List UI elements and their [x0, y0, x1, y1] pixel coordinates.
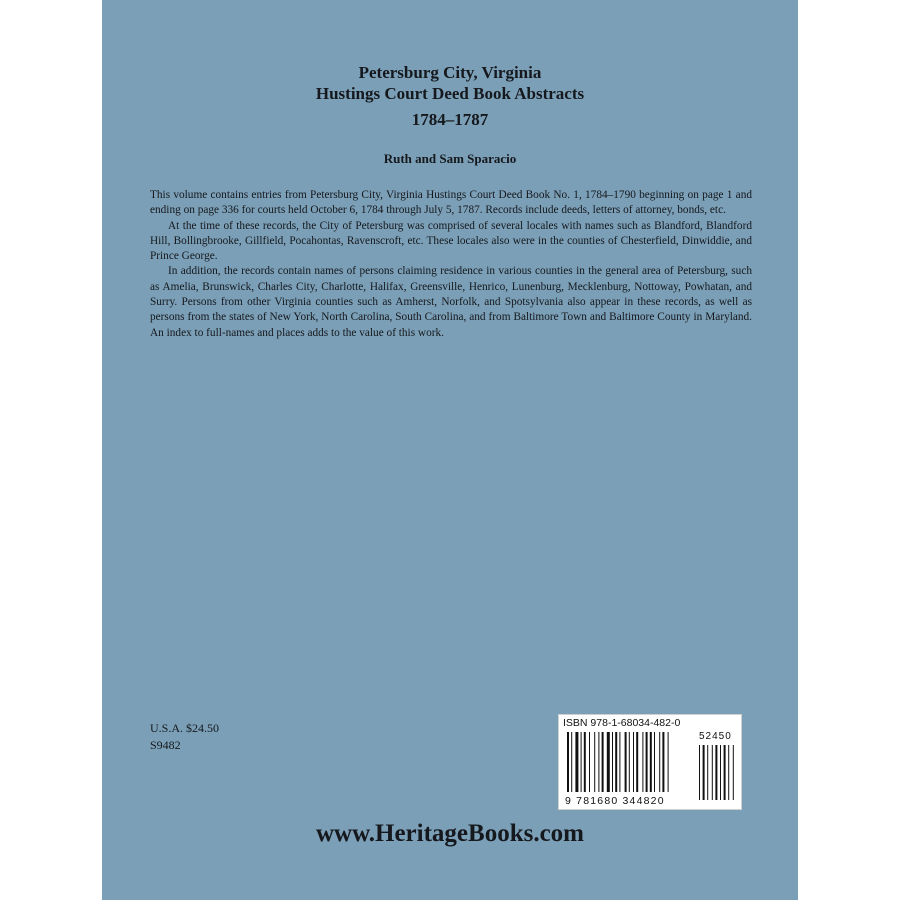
price-block	[150, 720, 219, 754]
title-line-2: Hustings Court Deed Book Abstracts	[315, 84, 585, 103]
addon-digits: 52450	[699, 731, 732, 742]
title-line-1: Petersburg City, Virginia	[358, 63, 542, 82]
description-paragraph-3: In addition, the records contain names of persons claiming residence in various counties in the general area of Petersburg, such as Amelia, Brunswick, Charles City, Charlotte, Halifax, Greensville, Henrico, Lunenburg, Mecklenburg, Nottoway, Powhatan, and Surry. Persons from other Virginia counties such as Amherst, Norfolk, and Spotsylvania also appear in these records, as well as persons from the states of New York, North Carolina, South Carolina, and from Baltimore Town and Baltimore County in Maryland. An index to full-names and places adds to the value of this work.	[150, 265, 752, 339]
description-paragraph-1: This volume contains entries from Petersburg City, Virginia Hustings Court Deed Book No. 1, 1784–1790 beginning on page 1 and ending on page 336 for courts held October 6, 1784 through July 5, 1787. Records include deeds, letters of attorney, bonds, etc.	[150, 189, 752, 217]
price: U.S.A. $24.50	[150, 721, 220, 735]
isbn-barcode	[558, 714, 742, 810]
description-paragraph-2: At the time of these records, the City of Petersburg was comprised of several locales with names such as Blandford, Blandford Hill, Bollingbrooke, Gillfield, Pocahontas, Ravenscroft, etc. These locales also were in the counties of Chesterfield, Dinwiddie, and Prince George.	[150, 219, 752, 263]
stock-number: S9482	[150, 738, 181, 752]
publisher-website: www.HeritageBooks.com	[315, 820, 585, 847]
isbn-digits: 9 781680 344820	[565, 795, 665, 807]
isbn-label: ISBN 978-1-68034-482-0	[563, 717, 681, 729]
description	[150, 188, 752, 341]
book-back-cover	[102, 0, 798, 900]
year-range: 1784–1787	[411, 110, 489, 129]
authors: Ruth and Sam Sparacio	[383, 151, 517, 166]
